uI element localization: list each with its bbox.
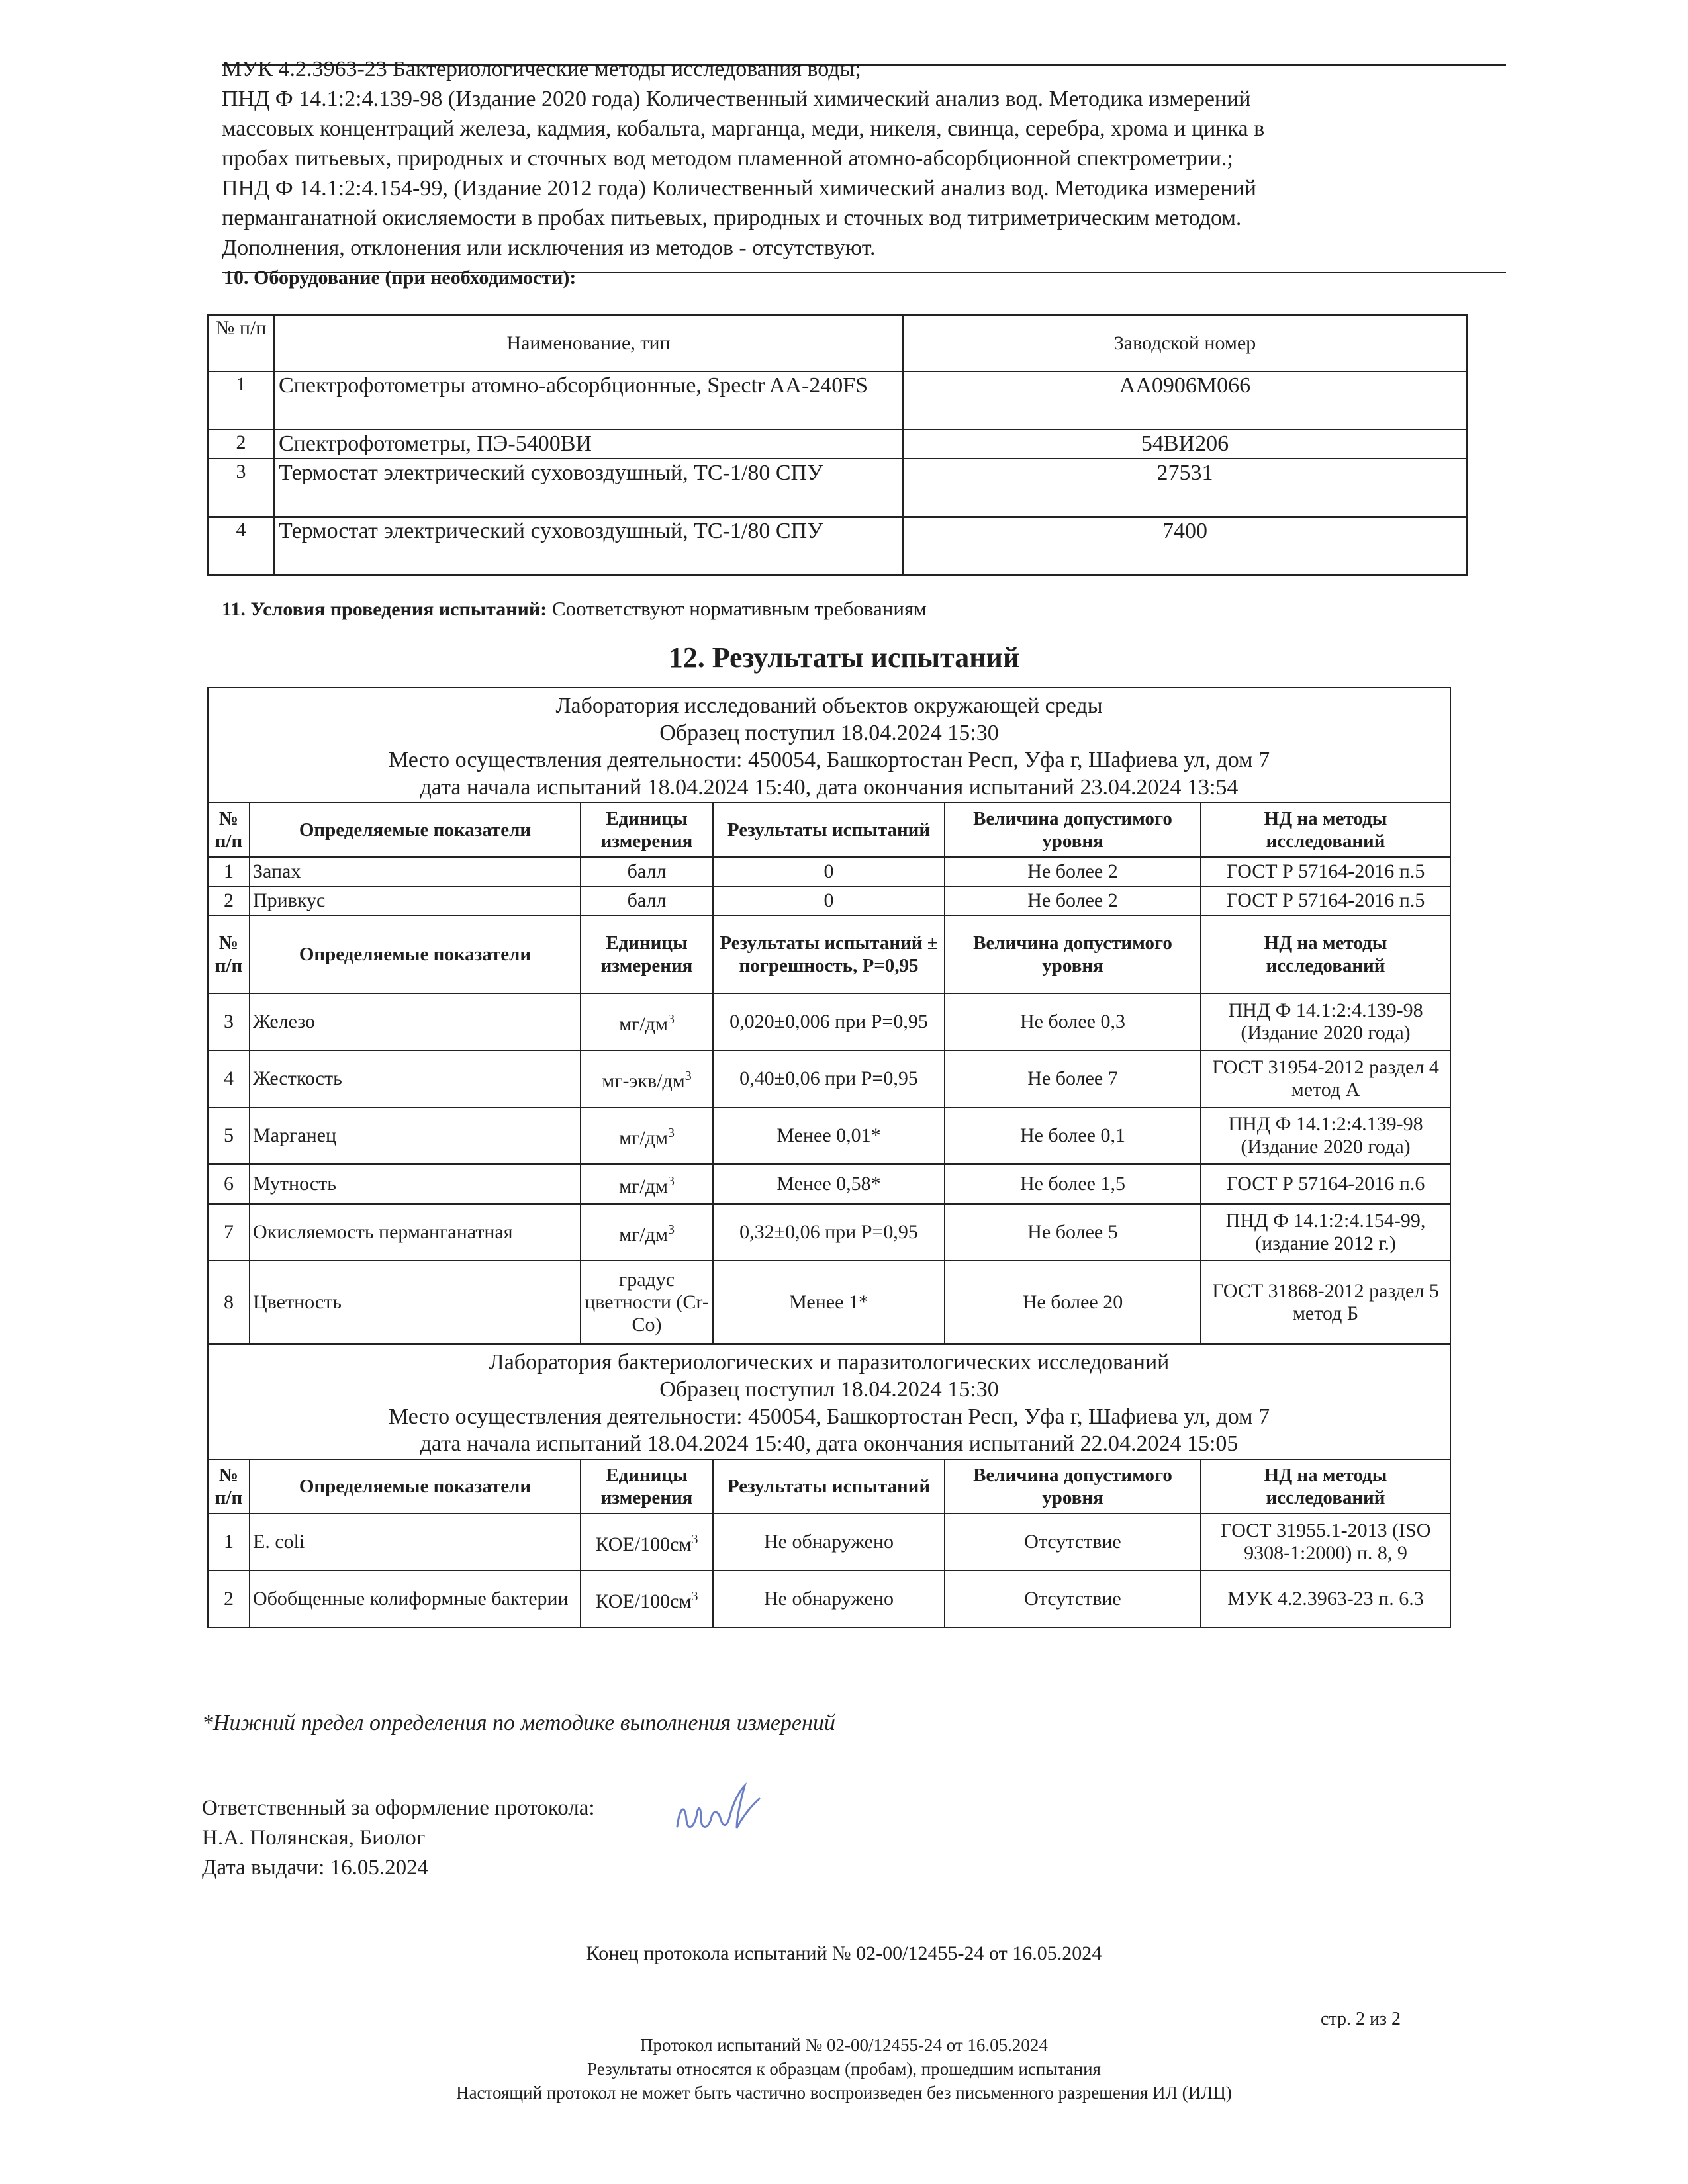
methods-line: Дополнения, отклонения или исключения из методов - отсутствуют.: [222, 236, 876, 260]
equipment-row-num: 3: [208, 459, 274, 517]
lab-header-row: [208, 688, 1450, 803]
equipment-row-name: Спектрофотометры атомно-абсорбционные, Spectr AA-240FS: [274, 371, 903, 430]
lab-header-row: [208, 1344, 1450, 1459]
equipment-row-serial: 27531: [903, 459, 1467, 517]
header-num: № п/п: [208, 915, 250, 993]
unit-text: мг/дм: [619, 1224, 668, 1246]
page-number: стр. 2 из 2: [1321, 2009, 1401, 2029]
row-num: 1: [208, 857, 250, 886]
row-num: 1: [208, 1514, 250, 1570]
row-param: Привкус: [250, 886, 581, 915]
row-nd: ГОСТ 31868-2012 раздел 5 метод Б: [1201, 1261, 1450, 1344]
results-header-row: [208, 915, 1450, 993]
row-result: 0,020±0,006 при Р=0,95: [713, 993, 945, 1050]
responsible-block: [202, 1794, 595, 1883]
unit-text: мг/дм: [619, 1127, 668, 1149]
conditions-label: 11. Условия проведения испытаний:: [222, 598, 547, 620]
header-param: Определяемые показатели: [250, 803, 581, 857]
footnote: *Нижний предел определения по методике выполнения измерений: [202, 1711, 835, 1735]
results-row: [208, 1261, 1450, 1344]
row-nd: ГОСТ 31955.1-2013 (ISO 9308-1:2000) п. 8, 9: [1201, 1514, 1450, 1570]
equipment-table: [207, 314, 1468, 576]
row-nd: ГОСТ Р 57164-2016 п.6: [1201, 1164, 1450, 1204]
equipment-row: [208, 430, 1467, 459]
row-param: Мутность: [250, 1164, 581, 1204]
equipment-row-name: Спектрофотометры, ПЭ-5400ВИ: [274, 430, 903, 459]
row-result: Менее 1*: [713, 1261, 945, 1344]
row-unit: [581, 1204, 713, 1261]
equipment-row: [208, 517, 1467, 575]
row-limit: Не более 20: [945, 1261, 1201, 1344]
header-num: № п/п: [208, 1459, 250, 1514]
row-num: 5: [208, 1107, 250, 1164]
row-num: 3: [208, 993, 250, 1050]
row-param: Запах: [250, 857, 581, 886]
equipment-header-num: № п/п: [208, 315, 274, 371]
responsible-name: Н.А. Полянская, Биолог: [202, 1826, 426, 1850]
results-header-row: [208, 803, 1450, 857]
row-nd: ПНД Ф 14.1:2:4.139-98 (Издание 2020 года): [1201, 993, 1450, 1050]
lab-dates: дата начала испытаний 18.04.2024 15:40, дата окончания испытаний 22.04.2024 15:05: [420, 1432, 1239, 1456]
unit-sup: 3: [667, 1126, 675, 1140]
unit-sup: 3: [691, 1589, 698, 1604]
row-num: 2: [208, 1570, 250, 1627]
row-num: 7: [208, 1204, 250, 1261]
results-title: 12. Результаты испытаний: [668, 641, 1020, 674]
row-result: Менее 0,58*: [713, 1164, 945, 1204]
row-limit: Не более 5: [945, 1204, 1201, 1261]
row-num: 6: [208, 1164, 250, 1204]
lab-location: Место осуществления деятельности: 450054, Башкортостан Респ, Уфа г, Шафиева ул, дом 7: [388, 748, 1270, 772]
lab-name: Лаборатория бактериологических и паразитологических исследований: [489, 1350, 1170, 1375]
row-result: 0,40±0,06 при Р=0,95: [713, 1050, 945, 1107]
row-unit: балл: [581, 886, 713, 915]
header-result: Результаты испытаний: [713, 1459, 945, 1514]
row-result: 0,32±0,06 при Р=0,95: [713, 1204, 945, 1261]
results-row: [208, 1514, 1450, 1570]
row-unit: [581, 1570, 713, 1627]
conditions-value: Соответствуют нормативным требованиям: [551, 597, 927, 620]
page-footer: [0, 2033, 1688, 2105]
lab-info: [208, 688, 1450, 803]
header-param: Определяемые показатели: [250, 1459, 581, 1514]
row-param: Железо: [250, 993, 581, 1050]
row-result: Менее 0,01*: [713, 1107, 945, 1164]
row-param: Жесткость: [250, 1050, 581, 1107]
header-limit: Величина допустимого уровня: [945, 803, 1201, 857]
row-unit: [581, 1050, 713, 1107]
results-row: [208, 1107, 1450, 1164]
results-row: [208, 1050, 1450, 1107]
row-nd: ПНД Ф 14.1:2:4.154-99, (издание 2012 г.): [1201, 1204, 1450, 1261]
row-limit: Не более 0,1: [945, 1107, 1201, 1164]
footer-line: Протокол испытаний № 02-00/12455-24 от 16.05.2024: [640, 2035, 1048, 2055]
equipment-row-serial: AA0906M066: [903, 371, 1467, 430]
header-result: Результаты испытаний: [713, 803, 945, 857]
results-row: [208, 1204, 1450, 1261]
end-of-protocol: Конец протокола испытаний № 02-00/12455-24 от 16.05.2024: [586, 1942, 1102, 1964]
unit-text: мг/дм: [619, 1013, 668, 1035]
equipment-row-num: 4: [208, 517, 274, 575]
row-nd: ГОСТ Р 57164-2016 п.5: [1201, 857, 1450, 886]
row-result: 0: [713, 857, 945, 886]
equipment-header-name: Наименование, тип: [274, 315, 903, 371]
unit-text: мг-экв/дм: [602, 1070, 685, 1092]
header-param: Определяемые показатели: [250, 915, 581, 993]
equipment-header-row: [208, 315, 1467, 371]
methods-line: МУК 4.2.3963-23 Бактериологические методы исследования воды;: [222, 57, 861, 81]
row-nd: ПНД Ф 14.1:2:4.139-98 (Издание 2020 года): [1201, 1107, 1450, 1164]
signature-icon: [672, 1780, 771, 1843]
equipment-row: [208, 371, 1467, 430]
footer-line: Результаты относятся к образцам (пробам), прошедшим испытания: [587, 2059, 1101, 2079]
results-row: [208, 1570, 1450, 1627]
conditions: [222, 597, 927, 621]
equipment-row-name: Термостат электрический суховоздушный, ТС-1/80 СПУ: [274, 459, 903, 517]
row-param: Окисляемость перманганатная: [250, 1204, 581, 1261]
header-unit: Единицы измерения: [581, 915, 713, 993]
equipment-row-name: Термостат электрический суховоздушный, ТС-1/80 СПУ: [274, 517, 903, 575]
results-row: [208, 857, 1450, 886]
row-param: Марганец: [250, 1107, 581, 1164]
equipment-row-serial: 54ВИ206: [903, 430, 1467, 459]
row-num: 4: [208, 1050, 250, 1107]
row-nd: МУК 4.2.3963-23 п. 6.3: [1201, 1570, 1450, 1627]
row-nd: ГОСТ 31954-2012 раздел 4 метод А: [1201, 1050, 1450, 1107]
row-unit: [581, 993, 713, 1050]
unit-sup: 3: [667, 1012, 675, 1026]
row-param: Цветность: [250, 1261, 581, 1344]
header-nd: НД на методы исследований: [1201, 1459, 1450, 1514]
equipment-title: 10. Оборудование (при необходимости):: [224, 267, 577, 289]
equipment-row: [208, 459, 1467, 517]
header-unit: Единицы измерения: [581, 803, 713, 857]
lab-received: Образец поступил 18.04.2024 15:30: [659, 1377, 999, 1402]
methods-line: ПНД Ф 14.1:2:4.139-98 (Издание 2020 года) Количественный химический анализ вод. Методика измерений: [222, 87, 1251, 111]
equipment-row-num: 2: [208, 430, 274, 459]
row-limit: Не более 7: [945, 1050, 1201, 1107]
row-limit: Не более 0,3: [945, 993, 1201, 1050]
row-unit: градус цветности (Cr-Co): [581, 1261, 713, 1344]
footer-line: Настоящий протокол не может быть частично воспроизведен без письменного разрешения ИЛ (ИЛЦ): [456, 2083, 1232, 2103]
lab-location: Место осуществления деятельности: 450054, Башкортостан Респ, Уфа г, Шафиева ул, дом 7: [388, 1404, 1270, 1429]
row-limit: Не более 1,5: [945, 1164, 1201, 1204]
header-unit: Единицы измерения: [581, 1459, 713, 1514]
row-result: Не обнаружено: [713, 1570, 945, 1627]
methods-line: ПНД Ф 14.1:2:4.154-99, (Издание 2012 года) Количественный химический анализ вод. Методика измерений: [222, 176, 1257, 201]
row-unit: балл: [581, 857, 713, 886]
header-nd: НД на методы исследований: [1201, 915, 1450, 993]
results-row: [208, 993, 1450, 1050]
unit-sup: 3: [684, 1069, 692, 1083]
row-result: 0: [713, 886, 945, 915]
row-param: E. coli: [250, 1514, 581, 1570]
unit-sup: 3: [691, 1532, 698, 1547]
equipment-row-serial: 7400: [903, 517, 1467, 575]
row-result: Не обнаружено: [713, 1514, 945, 1570]
header-result: Результаты испытаний ± погрешность, Р=0,95: [713, 915, 945, 993]
results-row: [208, 886, 1450, 915]
issue-date: Дата выдачи: 16.05.2024: [202, 1856, 429, 1880]
unit-sup: 3: [667, 1222, 675, 1237]
responsible-label: Ответственный за оформление протокола:: [202, 1796, 595, 1820]
row-limit: Отсутствие: [945, 1514, 1201, 1570]
lab-info: [208, 1344, 1450, 1459]
row-limit: Не более 2: [945, 857, 1201, 886]
unit-text: КОЕ/100см: [595, 1590, 692, 1612]
header-nd: НД на методы исследований: [1201, 803, 1450, 857]
header-limit: Величина допустимого уровня: [945, 1459, 1201, 1514]
row-unit: [581, 1514, 713, 1570]
methods-line: пробах питьевых, природных и сточных вод методом пламенной атомно-абсорбционной спектрометрии.;: [222, 146, 1233, 171]
header-num: № п/п: [208, 803, 250, 857]
row-limit: Не более 2: [945, 886, 1201, 915]
lab-dates: дата начала испытаний 18.04.2024 15:40, дата окончания испытаний 23.04.2024 13:54: [420, 775, 1239, 799]
methods-line: массовых концентраций железа, кадмия, кобальта, марганца, меди, никеля, свинца, серебра, хрома и цинка в: [222, 116, 1265, 141]
results-table: [207, 687, 1451, 1628]
row-unit: [581, 1107, 713, 1164]
row-num: 8: [208, 1261, 250, 1344]
row-unit: [581, 1164, 713, 1204]
equipment-row-num: 1: [208, 371, 274, 430]
equipment-header-serial: Заводской номер: [903, 315, 1467, 371]
row-limit: Отсутствие: [945, 1570, 1201, 1627]
lab-received: Образец поступил 18.04.2024 15:30: [659, 721, 999, 745]
results-row: [208, 1164, 1450, 1204]
unit-text: мг/дм: [619, 1175, 668, 1197]
row-num: 2: [208, 886, 250, 915]
methods-line: перманганатной окисляемости в пробах питьевых, природных и сточных вод титриметрическим методом.: [222, 206, 1242, 230]
unit-text: КОЕ/100см: [595, 1533, 692, 1555]
row-param: Обобщенные колиформные бактерии: [250, 1570, 581, 1627]
header-limit: Величина допустимого уровня: [945, 915, 1201, 993]
results-header-row: [208, 1459, 1450, 1514]
row-nd: ГОСТ Р 57164-2016 п.5: [1201, 886, 1450, 915]
methods-list: [222, 54, 1513, 263]
unit-sup: 3: [667, 1174, 675, 1189]
lab-name: Лаборатория исследований объектов окружающей среды: [555, 694, 1103, 718]
